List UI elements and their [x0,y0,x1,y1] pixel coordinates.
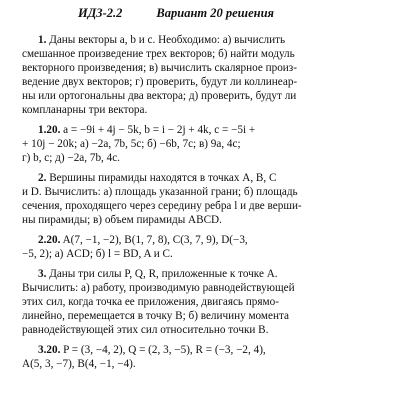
task-2-line-0: 2. Вершины пирамиды находятся в точках A, B, C [38,172,277,184]
task-1-line-2: векторного произведения; в) вычислить скалярное произ- [22,62,297,74]
task-3-line-2: этих сил, когда точка ее приложения, двигаясь прямо- [22,296,279,308]
header [78,6,386,21]
task-1-line-0: 1. Даны векторы a, b и c. Необходимо: а) вычислить [38,34,286,46]
answer-1-line-0: 1.20. a = −9i + 4j − 5k, b = i − 2j + 4k, c = −5i + [38,124,256,136]
answer-3-line-1: A(5, 3, −7), B(4, −1, −4). [22,358,136,370]
task-1-number: 1. [38,34,47,46]
answer-3-number: 3.20. [38,344,61,356]
task-1-line-1: смешанное произведение трех векторов; б) найти модуль [22,48,295,60]
task-1-line-3: ведение двух векторов; г) проверить, будут ли коллинеар- [22,76,298,88]
header-variant: Вариант 20 решения [156,6,274,20]
task-2-line-3: ны пирамиды; в) объем пирамиды ABCD. [22,214,222,226]
answer-2-line-0: 2.20. A(7, −1, −2), B(1, 7, 8), C(3, 7, 9), D(−3, [38,234,248,246]
task-3-line-3: линейно, перемещается в точку B; б) величину момента [22,310,289,322]
answer-3-line-0: 3.20. P = (3, −4, 2), Q = (2, 3, −5), R = (−3, −2, 4), [38,344,266,356]
task-3-number: 3. [38,268,47,280]
task-3-line-1: Вычислить: а) работу, производимую равнодействующей [22,282,295,294]
task-2-number: 2. [38,172,47,184]
task-2-line-1: и D. Вычислить: а) площадь указанной грани; б) площадь [22,186,298,198]
header-code: ИДЗ-2.2 [78,6,123,20]
answer-1-number: 1.20. [38,124,61,136]
answer-2-number: 2.20. [38,234,61,246]
task-3-line-0: 3. Даны три силы P, Q, R, приложенные к точке A. [38,268,278,280]
answer-1-line-1: + 10j − 20k; а) −2a, 7b, 5c; б) −6b, 7c; в) 9a, 4c; [22,138,241,150]
task-2-line-2: сечения, проходящего через середину ребра l и две верши- [22,200,302,212]
answer-1-line-2: г) b, c; д) −2a, 7b, 4c. [22,152,120,164]
answer-2-line-1: −5, 2); а) ACD; б) l = BD, A и C. [22,248,173,260]
task-3-line-4: равнодействующей этих сил относительно точки B. [22,324,269,336]
task-1-line-4: ны или ортогональны два вектора; д) проверить, будут ли [22,90,297,102]
task-1-line-5: компланарны три вектора. [22,104,148,116]
